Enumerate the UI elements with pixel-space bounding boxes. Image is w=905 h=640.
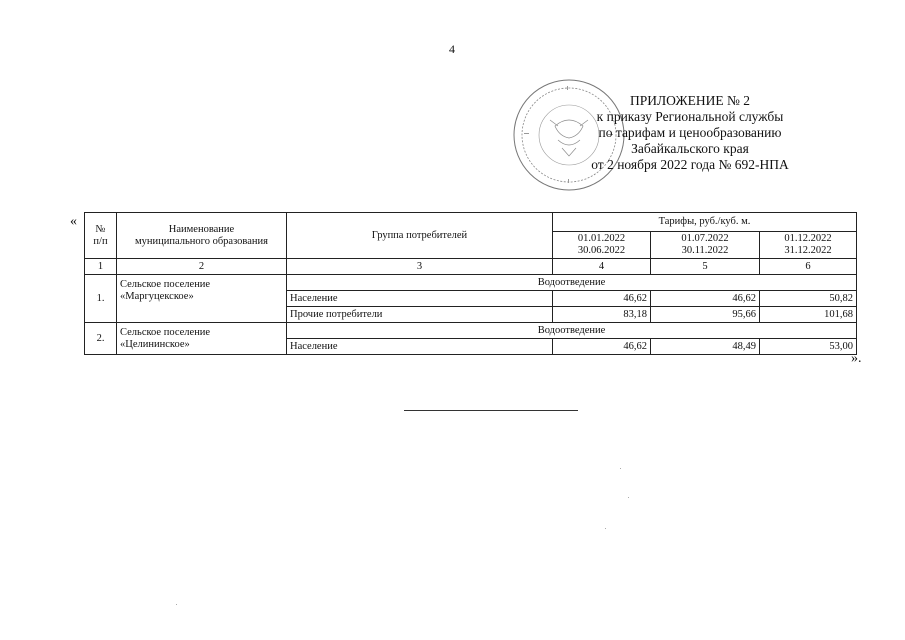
scan-speck — [620, 468, 621, 469]
municipality-name: Сельское поселение «Целининское» — [117, 323, 287, 355]
header-consumer-group: Группа потребителей — [287, 213, 553, 259]
service-name: Водоотведение — [287, 323, 857, 339]
appendix-line-service: по тарифам и ценообразованию — [598, 125, 782, 140]
tariff-table — [84, 212, 857, 355]
closing-quote: ». — [851, 351, 862, 366]
service-name: Водоотведение — [287, 275, 857, 291]
tariff-value: 46,62 — [553, 339, 651, 355]
consumer-group: Население — [287, 339, 553, 355]
appendix-line-date: от 2 ноября 2022 года № 692-НПА — [591, 157, 789, 172]
scan-speck — [176, 604, 177, 605]
column-number: 1 — [85, 259, 117, 275]
service-row — [85, 275, 857, 291]
column-number: 4 — [553, 259, 651, 275]
scan-speck — [628, 497, 629, 498]
consumer-group: Прочие потребители — [287, 307, 553, 323]
tariff-value: 101,68 — [760, 307, 857, 323]
header-tariffs: Тарифы, руб./куб. м. — [553, 213, 857, 232]
header-num: № п/п — [85, 213, 117, 259]
tariff-value: 46,62 — [651, 291, 760, 307]
header-period-2: 01.07.2022 30.11.2022 — [651, 232, 760, 259]
consumer-group: Население — [287, 291, 553, 307]
header-period-3: 01.12.2022 31.12.2022 — [760, 232, 857, 259]
appendix-line-order: к приказу Региональной службы — [596, 109, 784, 124]
page-number: 4 — [449, 42, 455, 56]
tariff-value: 46,62 — [553, 291, 651, 307]
section-number: 2. — [85, 323, 117, 355]
section-number: 1. — [85, 275, 117, 323]
tariff-value: 48,49 — [651, 339, 760, 355]
appendix-line-region: Забайкальского края — [631, 141, 749, 156]
tariff-value: 53,00 — [760, 339, 857, 355]
column-number-row — [85, 259, 857, 275]
service-row — [85, 323, 857, 339]
tariff-value: 50,82 — [760, 291, 857, 307]
column-number: 3 — [287, 259, 553, 275]
municipality-name: Сельское поселение «Маргуцекское» — [117, 275, 287, 323]
column-number: 6 — [760, 259, 857, 275]
end-divider-line — [404, 410, 578, 411]
header-municipality: Наименование муниципального образования — [117, 213, 287, 259]
opening-quote: « — [70, 214, 77, 229]
tariff-value: 83,18 — [553, 307, 651, 323]
column-number: 2 — [117, 259, 287, 275]
column-number: 5 — [651, 259, 760, 275]
appendix-title: ПРИЛОЖЕНИЕ № 2 — [629, 93, 751, 108]
scan-speck — [605, 528, 606, 529]
header-period-1: 01.01.2022 30.06.2022 — [553, 232, 651, 259]
tariff-value: 95,66 — [651, 307, 760, 323]
appendix-header — [560, 93, 820, 173]
